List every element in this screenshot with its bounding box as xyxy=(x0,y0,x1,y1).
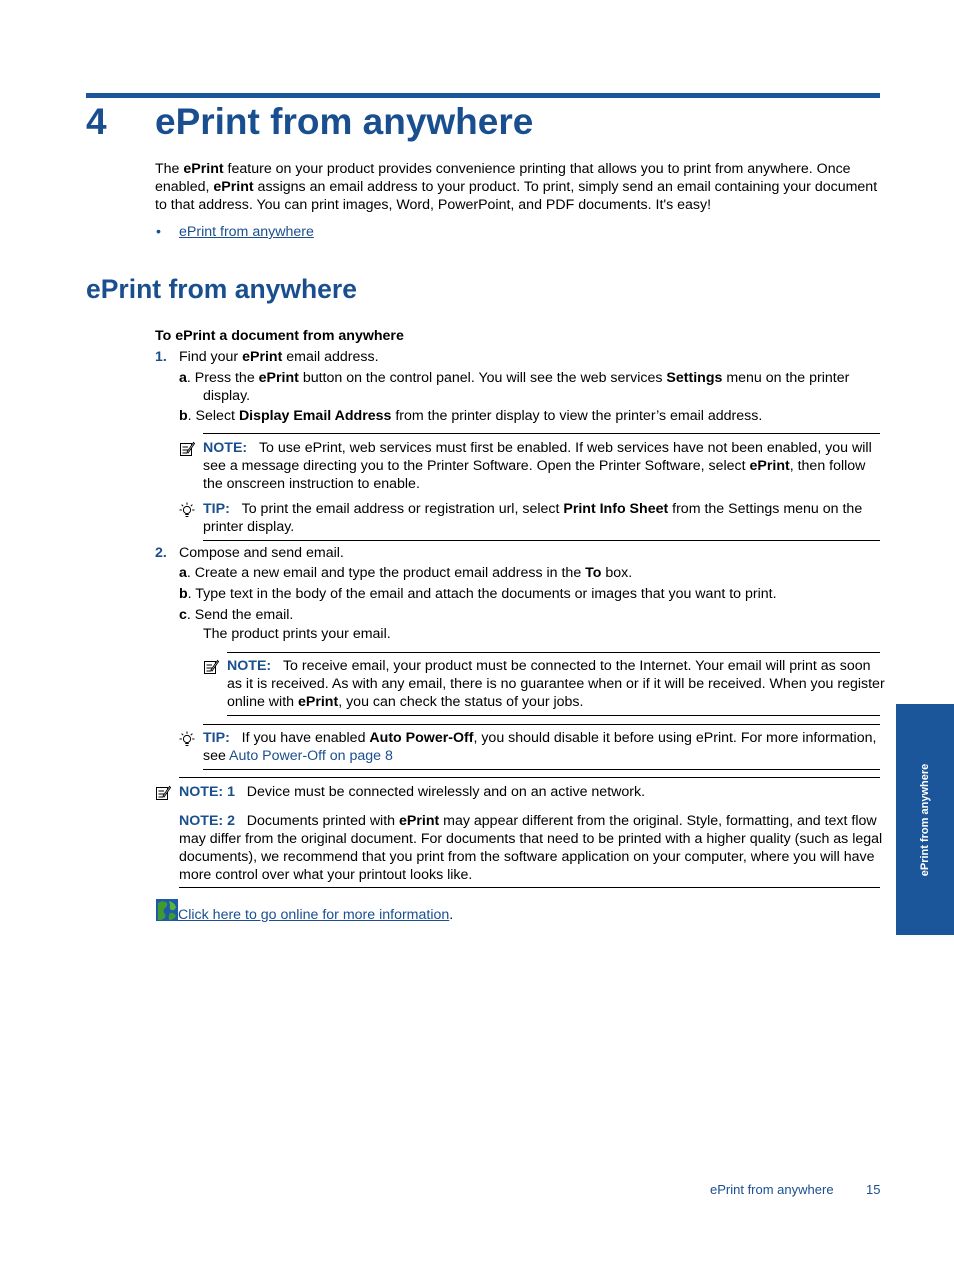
step-2c: c. Send the email. The product prints your email. xyxy=(179,607,391,642)
step-2-text: Compose and send email. xyxy=(179,545,344,561)
step-1b: b. Select Display Email Address from the printer display to view the printer’s email address. xyxy=(179,408,763,424)
chapter-number: 4 xyxy=(86,101,107,142)
procedure-title: To ePrint a document from anywhere xyxy=(155,328,404,344)
tip-2: TIP: If you have enabled Auto Power-Off, you should disable it before using ePrint. For more information, see Auto Power-Off on page 8 xyxy=(203,730,877,764)
bullet-mark: • xyxy=(156,224,161,240)
chapter-side-tab xyxy=(896,704,954,935)
note-box-2-top-rule xyxy=(227,652,880,653)
footer-page-number: 15 xyxy=(866,1182,881,1197)
bottom-note-2: NOTE: 2 Documents printed with ePrint may appear different from the original. Style, formatting, and text flow may differ from the original document. For documents that need to be printed with a higher quality (such as legal documents), we recommend that you print from the software application on your computer, where you will have more control over what your printout looks like. xyxy=(179,813,883,883)
auto-power-off-link[interactable]: Auto Power-Off on page 8 xyxy=(229,748,393,764)
lightbulb-icon xyxy=(179,731,195,747)
bottom-note-bottom-rule xyxy=(179,887,880,888)
footer-section: ePrint from anywhere xyxy=(710,1182,834,1197)
online-info: Click here to go online for more information. xyxy=(178,907,454,923)
globe-icon[interactable] xyxy=(156,899,178,921)
section-title: ePrint from anywhere xyxy=(86,274,357,304)
note-box-1-top-rule xyxy=(203,433,880,434)
note-2: NOTE: To receive email, your product must be connected to the Internet. Your email will print as soon as it is received. As with any email, there is no guarantee when or if it will be received. When you register online with ePrint, you can check the status of your jobs. xyxy=(227,658,885,710)
lightbulb-icon xyxy=(179,502,195,518)
bottom-note-1: NOTE: 1 Device must be connected wirelessly and on an active network. xyxy=(179,784,646,800)
tip-box-2-bottom-rule xyxy=(203,769,880,770)
step-1-number: 1. xyxy=(155,349,167,365)
step-1-text: Find your ePrint email address. xyxy=(179,349,379,365)
note-icon xyxy=(179,441,195,457)
chapter-title: ePrint from anywhere xyxy=(155,101,534,142)
eprint-section-link[interactable]: ePrint from anywhere xyxy=(179,224,314,240)
chapter-rule xyxy=(86,93,880,98)
note-box-1-bottom-rule xyxy=(203,540,880,541)
bottom-note-top-rule xyxy=(179,777,880,778)
note-icon xyxy=(203,659,219,675)
step-1a: a. Press the ePrint button on the control panel. You will see the web services Settings menu on the printer display. xyxy=(179,370,850,404)
intro-paragraph: The ePrint feature on your product provides convenience printing that allows you to print from anywhere. Once enabled, ePrint assigns an email address to your product. To print, simply send an email containing your document to that address. You can print images, Word, PowerPoint, and PDF documents. It's easy! xyxy=(155,161,878,213)
online-info-link[interactable]: Click here to go online for more information xyxy=(178,907,450,923)
note-box-2-bottom-rule xyxy=(227,715,880,716)
step-2a: a. Create a new email and type the product email address in the To box. xyxy=(179,565,633,581)
tip-box-2-top-rule xyxy=(203,724,880,725)
tip-1: TIP: To print the email address or registration url, select Print Info Sheet from the Settings menu on the printer display. xyxy=(203,501,863,535)
step-2-number: 2. xyxy=(155,545,167,561)
side-tab-label: ePrint from anywhere xyxy=(919,763,931,876)
step-2b: b. Type text in the body of the email and attach the documents or images that you want to print. xyxy=(179,586,777,602)
note-1: NOTE: To use ePrint, web services must first be enabled. If web services have not been enabled, you will see a message directing you to the Printer Software. Open the Printer Software, select ePrint, then follow the onscreen instruction to enable. xyxy=(203,440,872,492)
note-icon xyxy=(155,785,171,801)
